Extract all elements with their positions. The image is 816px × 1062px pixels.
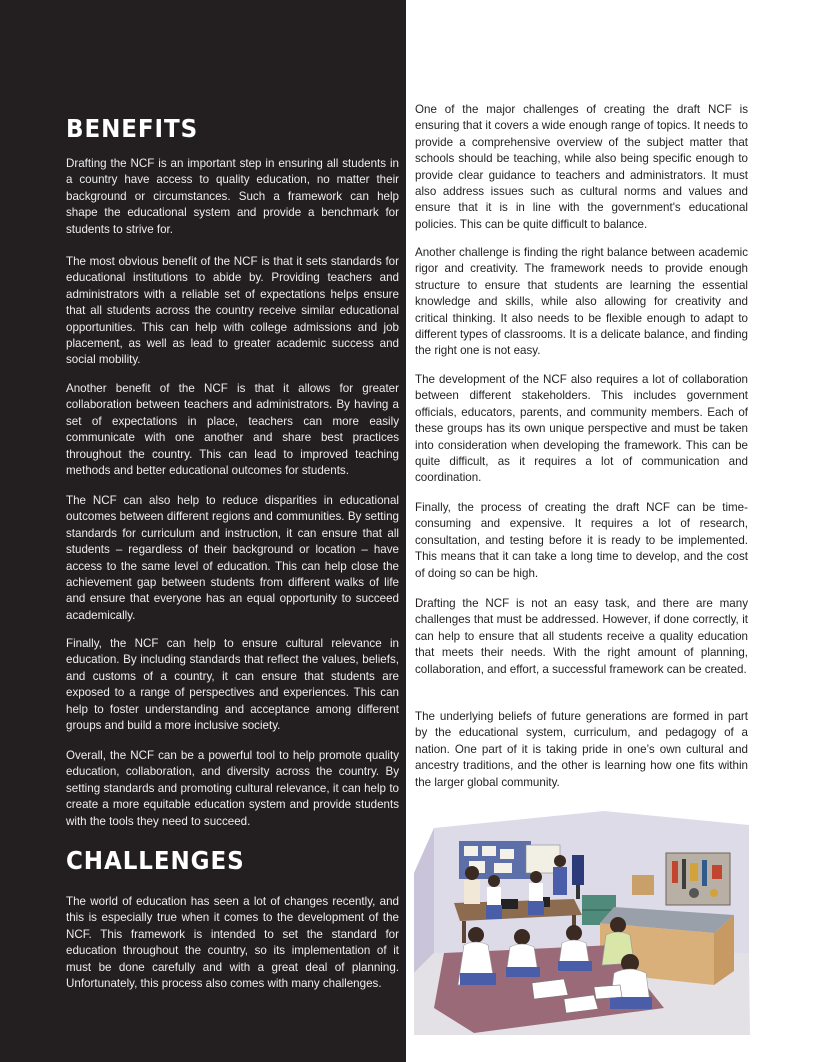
challenges-heading: CHALLENGES (66, 846, 245, 875)
challenges-paragraph-6: The underlying beliefs of future generations are formed in part by the educational system, curriculum, and pedagogy of a nation. One part of it is taking pride in one’s own cultural and ancestry traditions, and the other is learning how one fits within the larger global community. (415, 710, 748, 789)
shelf (632, 875, 654, 895)
benefits-heading: BENEFITS (66, 114, 199, 143)
benefits-paragraph-2: The most obvious benefit of the NCF is that it sets standards for educational institutions to abide by. Providing teachers and administrators with a reliable set of expectations helps ensure that all students across the country receive similar educational opportunities. This can help with college admissions and job placement, as well as lead to greater academic success and social mobility. (66, 255, 399, 367)
challenges-paragraph-4: Finally, the process of creating the draft NCF can be time-consuming and expensive. It requires a lot of research, consultation, and testing before it is ready to be implemented. This means that it can take a long time to develop, and the cost of doing so can be high. (415, 501, 748, 580)
benefits-paragraph-1: Drafting the NCF is an important step in ensuring all students in a country have access to quality education, no matter their background or circumstances. Such a framework can help shape the educational system and provide a benchmark for students to strive for. (66, 157, 399, 236)
challenges-paragraph-5: Drafting the NCF is not an easy task, and there are many challenges that must be addressed. However, if done correctly, it can help to ensure that all students receive a quality education that meets their needs. With the right amount of planning, collaboration, and effort, a successful framework can be created. (415, 597, 748, 676)
classroom-illustration (414, 803, 750, 1035)
benefits-paragraph-3: Another benefit of the NCF is that it allows for greater collaboration between teachers and administrators. By having a set of expectations in place, teachers can more easily communicate with one another and share best practices throughout the country. This can lead to improved teaching methods and better educational outcomes for students. (66, 382, 399, 478)
mannequin (572, 855, 584, 885)
side-wall (414, 828, 434, 973)
benefits-paragraph-6: Overall, the NCF can be a powerful tool to help promote quality education, collaboration, and diversity across the country. By setting standards and promoting cultural relevance, it can help to create a more equitable education system and provide students with the tools they need to succeed. (66, 749, 399, 828)
challenges-paragraph-3: The development of the NCF also requires a lot of collaboration between different stakeholders. This includes government officials, educators, parents, and community members. Each of these groups has its own unique perspective and must be taken into consideration when developing the framework. This can be quite difficult, as it requires a lot of communication and coordination. (415, 373, 748, 485)
challenges-intro: The world of education has seen a lot of changes recently, and this is especially true when it comes to the development of the NCF. This framework is intended to set the standard for education throughout the country, so its implementation of it must be done carefully and with a great deal of planning. Unfortunately, this process also comes with many challenges. (66, 895, 399, 991)
benefits-paragraph-4: The NCF can also help to reduce disparities in educational outcomes between different regions and communities. By setting standards for curriculum and instruction, it can ensure that all students – regardless of their background or location – have access to the same level of education. This can help close the achievement gap between students from different walks of life and ensure that everyone has an equal opportunity to succeed academically. (66, 494, 399, 622)
challenges-paragraph-2: Another challenge is finding the right balance between academic rigor and creativity. The framework needs to provide enough structure to ensure that students are learning the essential knowledge and skills, while also allowing for creativity and critical thinking. It also needs to be flexible enough to adapt to different types of classrooms. It is a delicate balance, and finding the right one is not easy. (415, 246, 748, 358)
challenges-paragraph-1: One of the major challenges of creating the draft NCF is ensuring that it covers a wide enough range of topics. It needs to provide a comprehensive overview of the subject matter that schools should be teaching, while also being specific enough to provide clear guidance to teachers and administrators. It must also address issues such as cultural norms and values and ensure that it is in line with the government's educational policies. This can be quite difficult to balance. (415, 103, 748, 231)
benefits-paragraph-5: Finally, the NCF can help to ensure cultural relevance in education. By including standards that reflect the values, beliefs, and customs of a country, it can ensure that students are exposed to a range of perspectives and experiences. This can help to foster understanding and acceptance among different groups and build a more inclusive society. (66, 637, 399, 733)
